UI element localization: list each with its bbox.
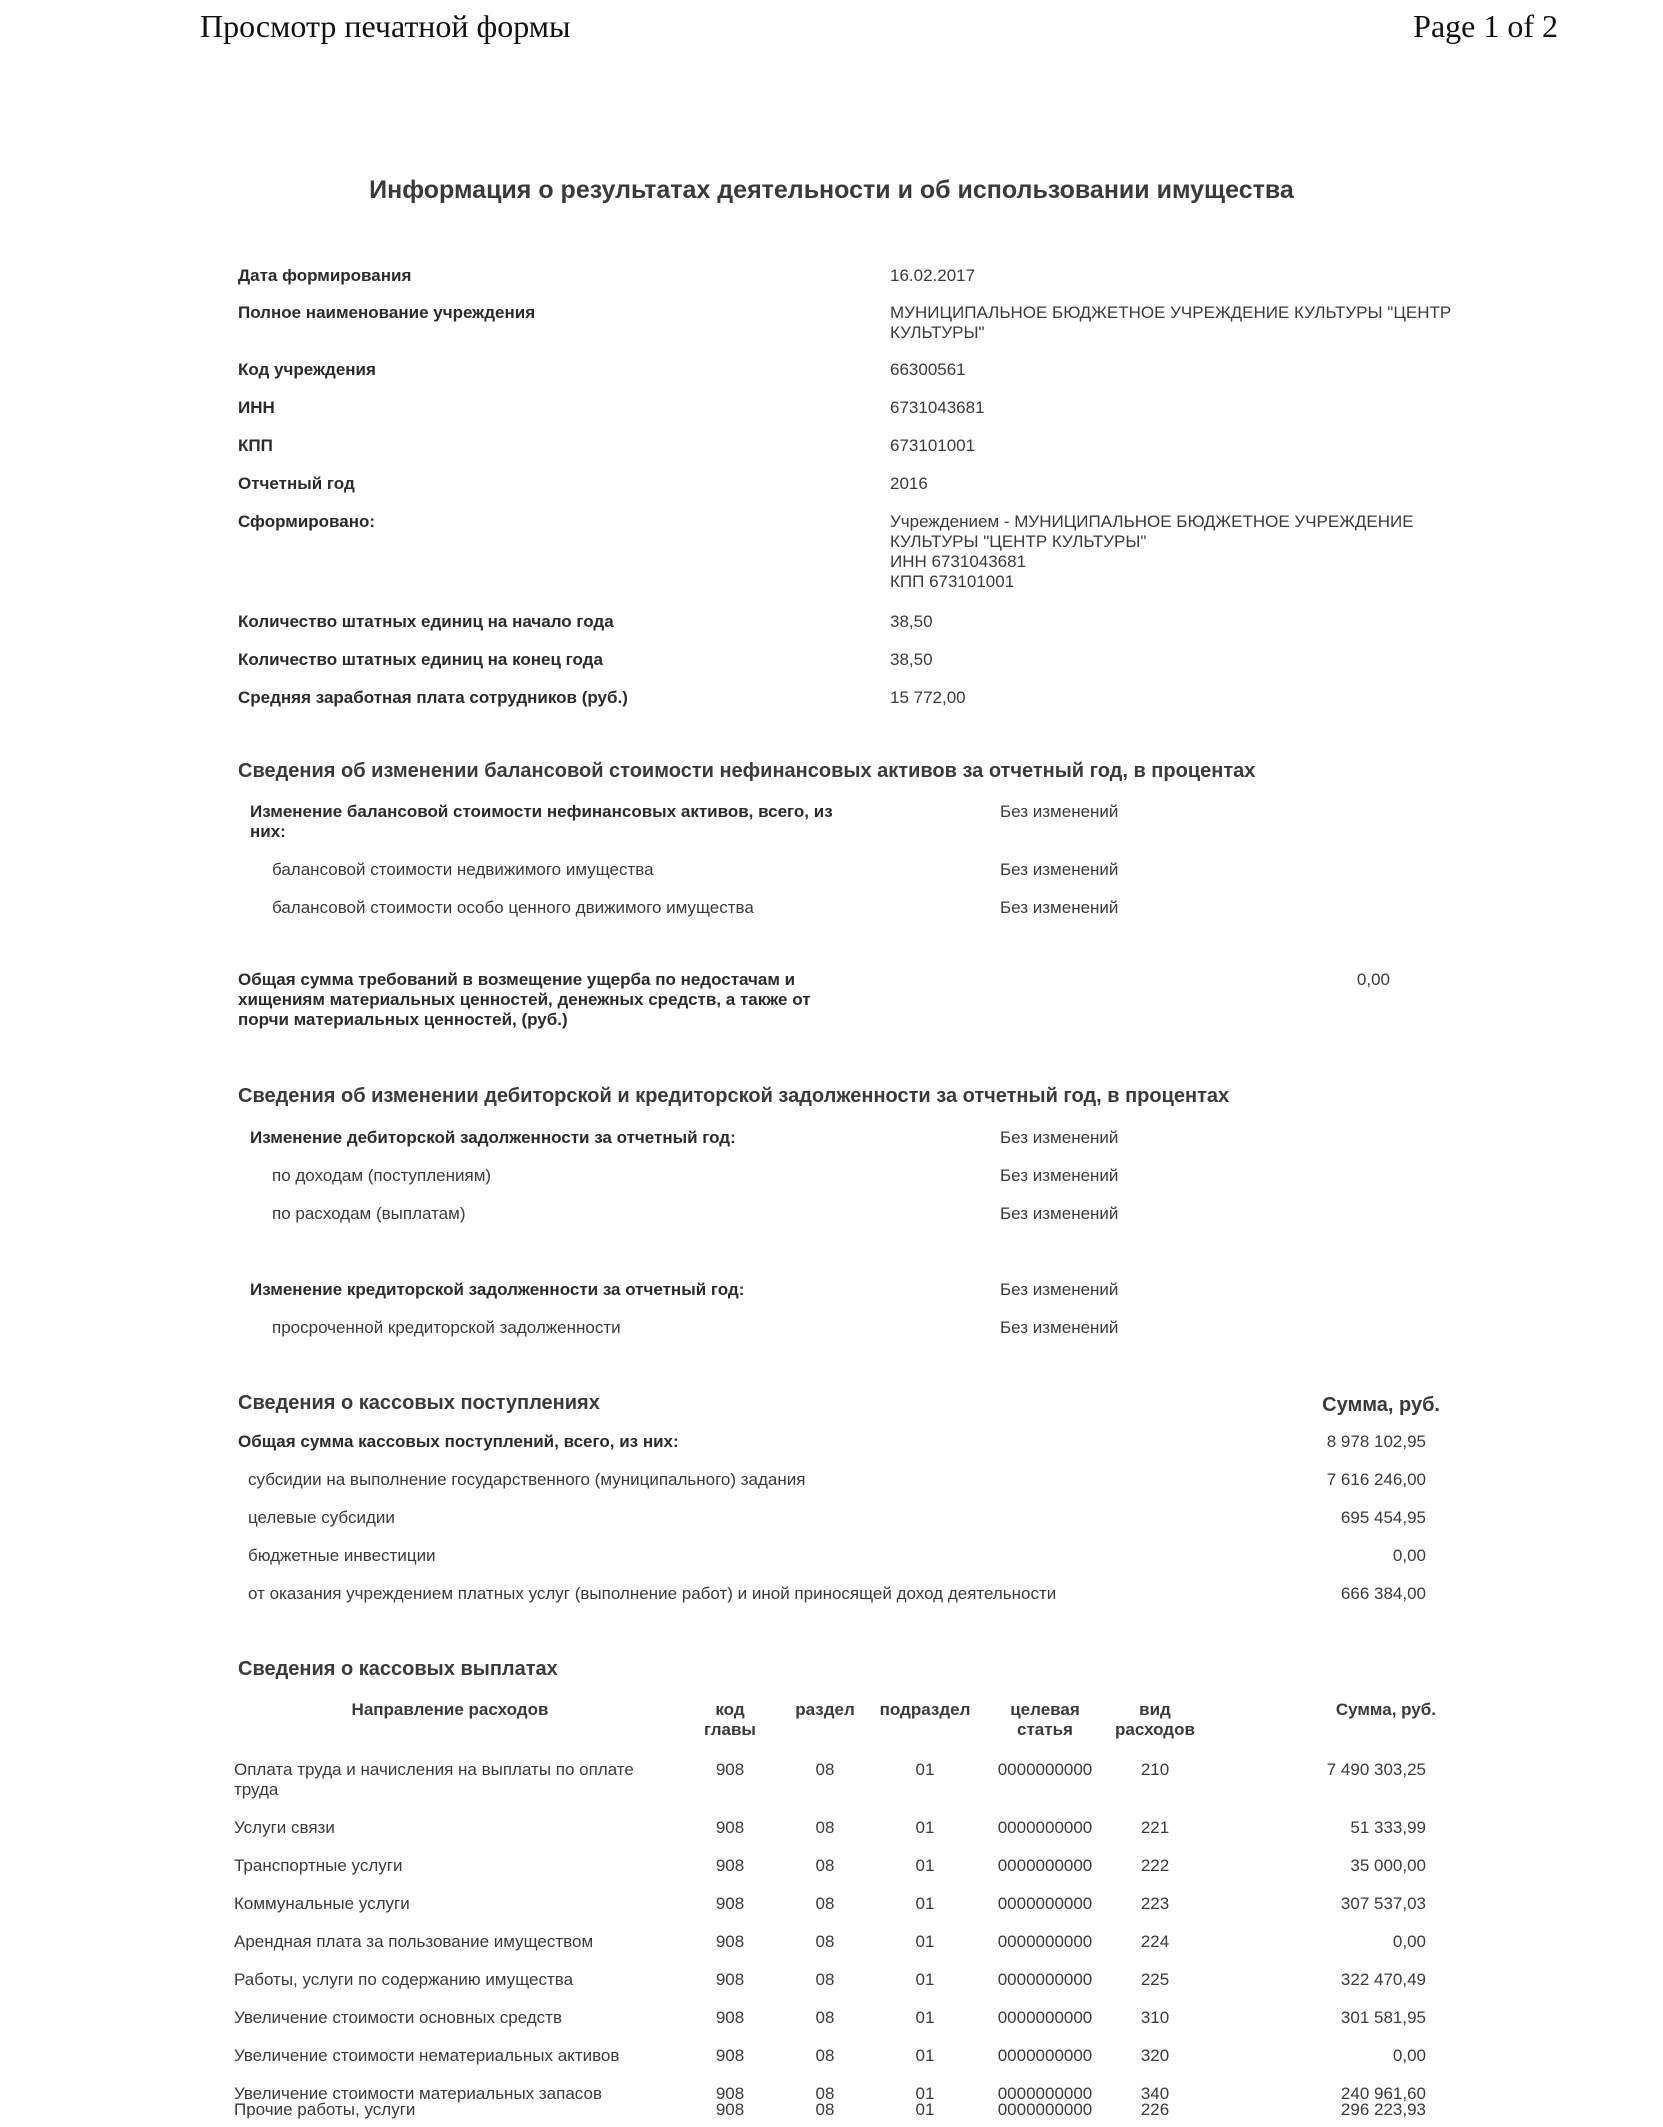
info-label: Отчетный год bbox=[238, 474, 355, 493]
cell-section: 08 bbox=[815, 2100, 835, 2119]
cell-subsection: 01 bbox=[915, 2008, 935, 2027]
info-value-line: 15 772,00 bbox=[890, 688, 966, 707]
info-value bbox=[890, 688, 966, 708]
header-subsection: подраздел bbox=[879, 1700, 971, 1719]
cell-section: 08 bbox=[815, 1894, 835, 1913]
cell-subsection: 01 bbox=[915, 1970, 935, 1989]
cell-kind: 210 bbox=[1140, 1760, 1170, 1779]
info-label: Средняя заработная плата сотрудников (руб.) bbox=[238, 688, 628, 707]
cell-chapter: 908 bbox=[715, 1970, 745, 1989]
cell-kind: 226 bbox=[1140, 2100, 1170, 2119]
nonfin-total-label-line: них: bbox=[250, 822, 286, 841]
info-value-line: КУЛЬТУРЫ "ЦЕНТР КУЛЬТУРЫ" bbox=[890, 532, 1147, 551]
receipts-item-value: 695 454,95 bbox=[1340, 1508, 1426, 1527]
info-label: ИНН bbox=[238, 398, 275, 417]
info-value bbox=[890, 398, 985, 418]
cell-sum: 35 000,00 bbox=[1350, 1856, 1426, 1875]
cell-section: 08 bbox=[815, 1970, 835, 1989]
cell-chapter: 908 bbox=[715, 2100, 745, 2119]
cell-chapter: 908 bbox=[715, 1894, 745, 1913]
cell-sum: 301 581,95 bbox=[1340, 2008, 1426, 2027]
info-value bbox=[890, 266, 975, 286]
info-value-line: КУЛЬТУРЫ" bbox=[890, 323, 985, 342]
info-label: Сформировано: bbox=[238, 512, 376, 531]
cell-direction bbox=[234, 1856, 674, 1876]
cell-chapter: 908 bbox=[715, 1856, 745, 1875]
debit-value: Без изменений bbox=[1000, 1128, 1119, 1147]
info-value bbox=[890, 512, 1414, 592]
cell-kind: 222 bbox=[1140, 1856, 1170, 1875]
info-value-line: 673101001 bbox=[890, 436, 976, 455]
page-header bbox=[200, 8, 1558, 60]
cell-section: 08 bbox=[815, 2046, 835, 2065]
info-value-line: МУНИЦИПАЛЬНОЕ БЮДЖЕТНОЕ УЧРЕЖДЕНИЕ КУЛЬТУРЫ "ЦЕНТР bbox=[890, 303, 1452, 322]
header-kind bbox=[1105, 1700, 1205, 1740]
credit-item-value: Без изменений bbox=[1000, 1318, 1119, 1337]
debt-section-title: Сведения об изменении дебиторской и кредиторской задолженности за отчетный год, в процентах bbox=[238, 1085, 1230, 1107]
cell-section: 08 bbox=[815, 1932, 835, 1951]
cell-target: 0000000000 bbox=[997, 2008, 1093, 2027]
info-value-line: 38,50 bbox=[890, 612, 933, 631]
receipts-item-value: 666 384,00 bbox=[1340, 1584, 1426, 1603]
receipts-section-title: Сведения о кассовых поступлениях bbox=[238, 1392, 600, 1414]
info-value bbox=[890, 360, 966, 380]
cell-sum: 7 490 303,25 bbox=[1326, 1760, 1426, 1779]
debit-item-label: по расходам (выплатам) bbox=[272, 1204, 466, 1223]
cell-subsection: 01 bbox=[915, 2046, 935, 2065]
info-value-line: 6731043681 bbox=[890, 398, 985, 417]
cell-kind: 310 bbox=[1140, 2008, 1170, 2027]
damage-label-line: Общая сумма требований в возмещение ущерба по недостачам и bbox=[238, 970, 796, 989]
info-label: КПП bbox=[238, 436, 273, 455]
cell-direction-line: Оплата труда и начисления на выплаты по оплате bbox=[234, 1760, 634, 1779]
cell-subsection: 01 bbox=[915, 1894, 935, 1913]
damage-label bbox=[238, 970, 811, 1030]
cell-chapter: 908 bbox=[715, 1818, 745, 1837]
info-value-line: Учреждением - МУНИЦИПАЛЬНОЕ БЮДЖЕТНОЕ УЧРЕЖДЕНИЕ bbox=[890, 512, 1414, 531]
cell-subsection: 01 bbox=[915, 2100, 935, 2119]
cell-target: 0000000000 bbox=[997, 1818, 1093, 1837]
cell-sum: 322 470,49 bbox=[1340, 1970, 1426, 1989]
info-value bbox=[890, 474, 928, 494]
receipts-item-value: 0,00 bbox=[1392, 1546, 1426, 1565]
nonfin-total-value: Без изменений bbox=[1000, 802, 1119, 821]
cell-chapter: 908 bbox=[715, 2084, 745, 2103]
cell-target: 0000000000 bbox=[997, 2046, 1093, 2065]
cell-direction-line: Прочие работы, услуги bbox=[234, 2100, 416, 2119]
receipts-total-label: Общая сумма кассовых поступлений, всего, из них: bbox=[238, 1432, 679, 1451]
header-target-line: целевая bbox=[1010, 1700, 1080, 1719]
info-value bbox=[890, 650, 933, 670]
cell-target: 0000000000 bbox=[997, 1932, 1093, 1951]
receipts-item-label: целевые субсидии bbox=[248, 1508, 395, 1527]
header-direction: Направление расходов bbox=[351, 1700, 549, 1719]
cell-direction bbox=[234, 2008, 674, 2028]
info-value-line: 16.02.2017 bbox=[890, 266, 976, 285]
cell-direction-line: Работы, услуги по содержанию имущества bbox=[234, 1970, 574, 1989]
nonfin-item-value: Без изменений bbox=[1000, 860, 1119, 879]
cell-direction-line: Увеличение стоимости основных средств bbox=[234, 2008, 562, 2027]
header-section: раздел bbox=[795, 1700, 855, 1719]
cell-kind: 320 bbox=[1140, 2046, 1170, 2065]
cell-direction bbox=[234, 2100, 674, 2120]
cell-sum: 0,00 bbox=[1392, 2046, 1426, 2065]
nonfin-total-label bbox=[250, 802, 833, 842]
damage-value: 0,00 bbox=[1356, 970, 1390, 989]
info-value-line: 2016 bbox=[890, 474, 928, 493]
info-value bbox=[890, 612, 933, 632]
cell-sum: 240 961,60 bbox=[1340, 2084, 1426, 2103]
cell-kind: 225 bbox=[1140, 1970, 1170, 1989]
info-label: Код учреждения bbox=[238, 360, 376, 379]
cell-direction-line: Услуги связи bbox=[234, 1818, 335, 1837]
debit-item-label: по доходам (поступлениям) bbox=[272, 1166, 492, 1185]
receipts-sum-header: Сумма, руб. bbox=[1322, 1394, 1440, 1416]
header-chapter-line: главы bbox=[704, 1720, 756, 1739]
page-number: Page 1 of 2 bbox=[1413, 8, 1558, 44]
info-label: Полное наименование учреждения bbox=[238, 303, 536, 322]
cell-section: 08 bbox=[815, 1856, 835, 1875]
cell-direction bbox=[234, 1818, 674, 1838]
cell-sum: 307 537,03 bbox=[1340, 1894, 1426, 1913]
cell-sum: 0,00 bbox=[1392, 1932, 1426, 1951]
nonfin-section-title: Сведения об изменении балансовой стоимости нефинансовых активов за отчетный год, в процентах bbox=[238, 760, 1256, 782]
header-chapter bbox=[690, 1700, 770, 1740]
cell-kind: 221 bbox=[1140, 1818, 1170, 1837]
cell-target: 0000000000 bbox=[997, 2100, 1093, 2119]
credit-value: Без изменений bbox=[1000, 1280, 1119, 1299]
cell-section: 08 bbox=[815, 2084, 835, 2103]
cell-direction bbox=[234, 1932, 674, 1952]
damage-label-line: хищениям материальных ценностей, денежных средств, а также от bbox=[238, 990, 811, 1009]
cell-subsection: 01 bbox=[915, 1932, 935, 1951]
header-chapter-line: код bbox=[715, 1700, 745, 1719]
cell-direction-line: Увеличение стоимости нематериальных активов bbox=[234, 2046, 620, 2065]
info-value bbox=[890, 303, 1451, 343]
cell-direction-line: Транспортные услуги bbox=[234, 1856, 403, 1875]
header-target-line: статья bbox=[1017, 1720, 1073, 1739]
info-value bbox=[890, 436, 975, 456]
cell-direction-line: Увеличение стоимости материальных запасов bbox=[234, 2084, 602, 2103]
cell-direction-line: труда bbox=[234, 1780, 279, 1799]
nonfin-item-label: балансовой стоимости недвижимого имущества bbox=[272, 860, 654, 879]
cell-chapter: 908 bbox=[715, 1760, 745, 1779]
nonfin-item-value: Без изменений bbox=[1000, 898, 1119, 917]
credit-label: Изменение кредиторской задолженности за отчетный год: bbox=[250, 1280, 745, 1299]
info-label: Количество штатных единиц на начало года bbox=[238, 612, 614, 631]
receipts-total-value: 8 978 102,95 bbox=[1326, 1432, 1426, 1451]
cell-section: 08 bbox=[815, 1760, 835, 1779]
cell-direction bbox=[234, 1760, 674, 1800]
cell-direction bbox=[234, 2046, 674, 2066]
info-value-line: 66300561 bbox=[890, 360, 966, 379]
cell-direction-line: Арендная плата за пользование имуществом bbox=[234, 1932, 594, 1951]
cell-subsection: 01 bbox=[915, 2084, 935, 2103]
cell-subsection: 01 bbox=[915, 1818, 935, 1837]
debit-label: Изменение дебиторской задолженности за отчетный год: bbox=[250, 1128, 736, 1147]
cell-direction bbox=[234, 1894, 674, 1914]
cell-sum: 296 223,93 bbox=[1340, 2100, 1426, 2119]
cell-sum: 51 333,99 bbox=[1350, 1818, 1426, 1837]
cell-chapter: 908 bbox=[715, 2008, 745, 2027]
info-value-line: КПП 673101001 bbox=[890, 572, 1015, 591]
cell-kind: 224 bbox=[1140, 1932, 1170, 1951]
receipts-item-label: бюджетные инвестиции bbox=[248, 1546, 436, 1565]
payments-section-title: Сведения о кассовых выплатах bbox=[238, 1658, 558, 1680]
cell-chapter: 908 bbox=[715, 2046, 745, 2065]
header-kind-line: расходов bbox=[1115, 1720, 1195, 1739]
cell-kind: 223 bbox=[1140, 1894, 1170, 1913]
header-kind-line: вид bbox=[1139, 1700, 1171, 1719]
receipts-item-label: субсидии на выполнение государственного (муниципального) задания bbox=[248, 1470, 806, 1489]
info-label: Дата формирования bbox=[238, 266, 412, 285]
receipts-item-value: 7 616 246,00 bbox=[1326, 1470, 1426, 1489]
cell-kind: 340 bbox=[1140, 2084, 1170, 2103]
header-sum: Сумма, руб. bbox=[1335, 1700, 1436, 1719]
debit-item-value: Без изменений bbox=[1000, 1204, 1119, 1223]
damage-label-line: порчи материальных ценностей, (руб.) bbox=[238, 1010, 568, 1029]
info-value-line: ИНН 6731043681 bbox=[890, 552, 1027, 571]
receipts-item-label: от оказания учреждением платных услуг (выполнение работ) и иной приносящей доход деятельности bbox=[248, 1584, 1057, 1603]
cell-chapter: 908 bbox=[715, 1932, 745, 1951]
info-label: Количество штатных единиц на конец года bbox=[238, 650, 603, 669]
debit-item-value: Без изменений bbox=[1000, 1166, 1119, 1185]
cell-target: 0000000000 bbox=[997, 2084, 1093, 2103]
cell-section: 08 bbox=[815, 2008, 835, 2027]
cell-subsection: 01 bbox=[915, 1856, 935, 1875]
cell-subsection: 01 bbox=[915, 1760, 935, 1779]
cell-section: 08 bbox=[815, 1818, 835, 1837]
print-preview-title: Просмотр печатной формы bbox=[200, 8, 571, 44]
cell-direction-line: Коммунальные услуги bbox=[234, 1894, 410, 1913]
info-value-line: 38,50 bbox=[890, 650, 933, 669]
cell-target: 0000000000 bbox=[997, 1894, 1093, 1913]
document-title: Информация о результатах деятельности и об использовании имущества bbox=[369, 176, 1294, 204]
nonfin-item-label: балансовой стоимости особо ценного движимого имущества bbox=[272, 898, 754, 917]
cell-target: 0000000000 bbox=[997, 1856, 1093, 1875]
header-target bbox=[985, 1700, 1105, 1740]
nonfin-total-label-line: Изменение балансовой стоимости нефинансовых активов, всего, из bbox=[250, 802, 833, 821]
cell-direction bbox=[234, 1970, 674, 1990]
credit-item-label: просроченной кредиторской задолженности bbox=[272, 1318, 621, 1337]
cell-target: 0000000000 bbox=[997, 1760, 1093, 1779]
cell-target: 0000000000 bbox=[997, 1970, 1093, 1989]
